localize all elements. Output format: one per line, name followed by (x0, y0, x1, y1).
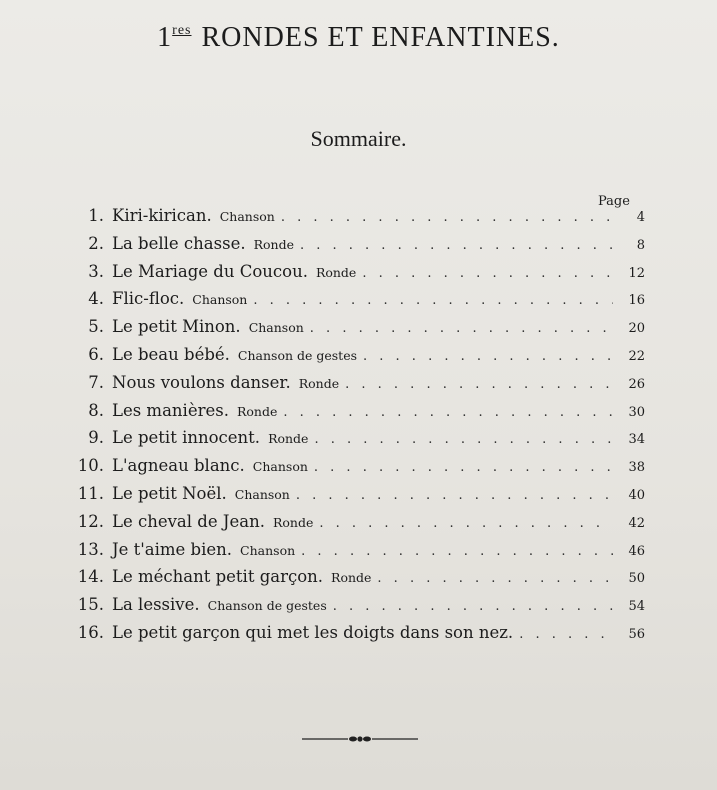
entry-type: Chanson (240, 542, 296, 558)
entry-title: Le petit garçon qui met les doigts dans son nez. (112, 622, 514, 642)
toc-entry (70, 401, 645, 429)
dot-leader (314, 460, 613, 475)
toc-entry (70, 317, 645, 345)
entry-type: Ronde (331, 570, 372, 586)
entry-type: Ronde (298, 375, 340, 391)
toc-entry (70, 595, 645, 623)
entry-page: 22 (628, 348, 645, 364)
entry-page: 50 (628, 571, 645, 587)
entry-page: 40 (628, 487, 645, 503)
entry-title: La lessive. (112, 595, 200, 615)
entry-page: 30 (628, 404, 645, 420)
entry-type: Chanson de gestes (207, 598, 327, 614)
dot-leader (319, 516, 613, 531)
entry-type: Chanson de gestes (237, 347, 358, 363)
entry-number: 13. (77, 539, 104, 559)
toc-entry (70, 512, 645, 540)
entry-number: 4. (88, 289, 104, 309)
table-of-contents (70, 206, 645, 651)
entry-number: 2. (88, 233, 104, 253)
entry-type: Ronde (236, 403, 278, 419)
entry-title: Je t'aime bien. (112, 539, 233, 559)
dot-leader (281, 210, 613, 225)
entry-type: Ronde (315, 264, 357, 280)
toc-entry (70, 428, 645, 456)
entry-title: Le cheval de Jean. (112, 511, 265, 531)
dot-leader (345, 377, 613, 392)
entry-number: 12. (77, 511, 104, 531)
entry-type: Ronde (268, 431, 309, 447)
dot-leader (283, 405, 613, 420)
entry-number: 5. (88, 317, 104, 337)
dot-leader (362, 266, 613, 281)
entry-page: 38 (628, 460, 645, 476)
dot-leader (377, 571, 613, 586)
entry-type: Chanson (234, 486, 290, 502)
dot-leader (519, 627, 613, 642)
title-ordinal: 1 (157, 22, 173, 53)
entry-page: 46 (628, 543, 645, 559)
page-column-label: Page (598, 194, 630, 209)
entry-type: Chanson (248, 320, 304, 336)
entry-number: 14. (77, 567, 104, 587)
title-text: RONDES ET ENFANTINES. (201, 22, 560, 53)
entry-page: 34 (628, 432, 645, 448)
entry-type: Ronde (272, 514, 314, 530)
entry-title: Le méchant petit garçon. (112, 567, 324, 587)
dot-leader (333, 599, 613, 614)
toc-entry (70, 373, 645, 401)
dot-leader (363, 349, 613, 364)
entry-type: Chanson (252, 459, 308, 475)
entry-number: 9. (88, 428, 104, 448)
entry-number: 11. (77, 483, 104, 503)
toc-entry (70, 540, 645, 568)
entry-title: Le Mariage du Coucou. (112, 261, 308, 281)
entry-page: 56 (628, 626, 645, 642)
entry-type: Ronde (253, 236, 294, 252)
toc-entry (70, 206, 645, 234)
entry-title: L'agneau blanc. (112, 456, 245, 476)
ornament-divider-icon (300, 732, 420, 746)
title-ordinal-suffix: res (172, 23, 192, 38)
dot-leader (301, 544, 613, 559)
entry-number: 7. (88, 372, 104, 392)
dot-leader (310, 321, 613, 336)
entry-type: Chanson (192, 292, 248, 308)
dot-leader (300, 238, 613, 253)
entry-title: Nous voulons danser. (112, 372, 291, 392)
entry-type: Chanson (219, 209, 275, 224)
toc-entry (70, 289, 645, 317)
entry-page: 12 (628, 265, 645, 281)
entry-number: 10. (77, 456, 104, 476)
dot-leader (314, 432, 613, 447)
entry-page: 8 (636, 237, 645, 253)
entry-title: Le petit innocent. (112, 428, 261, 448)
entry-page: 16 (628, 293, 645, 309)
entry-page: 4 (636, 210, 645, 225)
toc-entry (70, 345, 645, 373)
toc-entry (70, 484, 645, 512)
toc-entry (70, 262, 645, 290)
page-title (0, 22, 717, 54)
entry-number: 8. (88, 400, 104, 420)
entry-title: Flic-floc. (112, 289, 185, 309)
toc-entry (70, 456, 645, 484)
toc-entry (70, 234, 645, 262)
entry-title: Le petit Noël. (112, 483, 227, 503)
entry-page: 42 (628, 515, 645, 531)
entry-title: La belle chasse. (112, 233, 246, 253)
entry-title: Kiri-kirican. (112, 206, 212, 225)
entry-page: 20 (628, 321, 645, 337)
dot-leader (253, 293, 613, 308)
toc-entry (70, 623, 645, 651)
entry-title: Le beau bébé. (112, 344, 230, 364)
entry-page: 54 (628, 599, 645, 615)
entry-number: 16. (77, 622, 104, 642)
entry-page: 26 (628, 376, 645, 392)
entry-number: 3. (88, 261, 104, 281)
entry-title: Le petit Minon. (112, 317, 241, 337)
entry-number: 15. (77, 595, 104, 615)
entry-title: Les manières. (112, 400, 229, 420)
subtitle-sommaire: Sommaire. (310, 126, 407, 151)
entry-number: 1. (88, 206, 104, 225)
toc-entry (70, 567, 645, 595)
dot-leader (296, 488, 613, 503)
entry-number: 6. (88, 344, 104, 364)
